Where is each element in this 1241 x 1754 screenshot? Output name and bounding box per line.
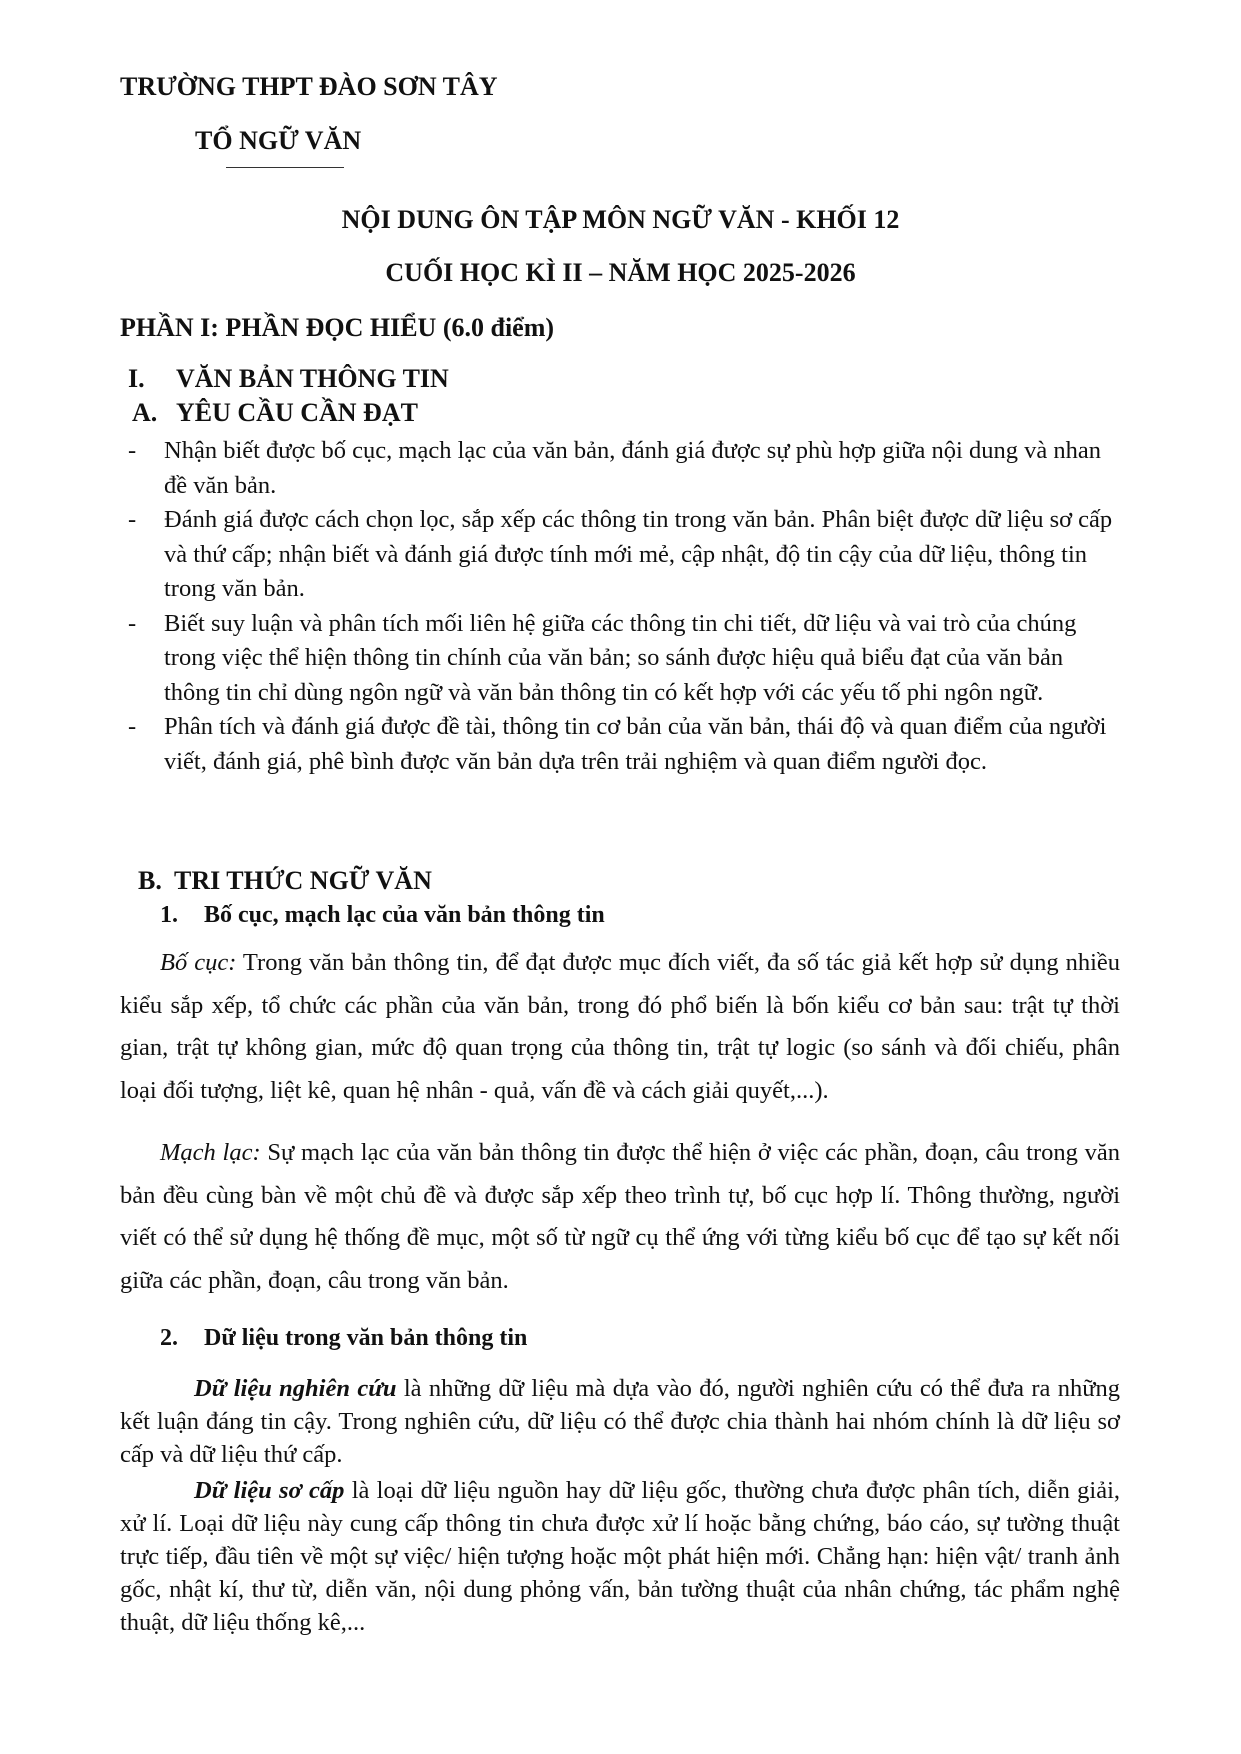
paragraph-mach-lac [120,1132,1120,1302]
document-title-line-1: NỘI DUNG ÔN TẬP MÔN NGỮ VĂN - KHỐI 12 [341,205,900,234]
paragraph-text: là những dữ liệu mà dựa vào đó, người nghiên cứu có thể đưa ra những kết luận đáng tin cậy. Trong nghiên cứu, dữ liệu có thể được chia thành hai nhóm chính là dữ liệu sơ cấp và dữ liệu thứ cấp. [120,1375,1120,1468]
term-label: Mạch lạc: [160,1139,261,1166]
subsection-heading-2 [160,1325,527,1352]
list-item-text: Phân tích và đánh giá được đề tài, thông tin cơ bản của văn bản, thái độ và quan điểm của người viết, đánh giá, phê bình được văn bản dựa trên trải nghiệm và quan điểm người đọc. [164,713,1107,775]
list-item-text: Biết suy luận và phân tích mối liên hệ giữa các thông tin chi tiết, dữ liệu và vai trò của chúng trong việc thể hiện thông tin chính của văn bản; so sánh được hiệu quả biểu đạt của văn bản thông tin chỉ dùng ngôn ngữ và văn bản thông tin có kết hợp với các yếu tố phi ngôn ngữ. [164,609,1077,706]
section-label: YÊU CẦU CẦN ĐẠT [176,398,418,427]
requirements-list [128,434,1118,779]
department-underline [226,167,344,168]
list-item [128,503,1118,607]
subsection-marker: 2. [160,1325,178,1351]
term-label: Bố cục: [160,949,237,976]
school-name: TRƯỜNG THPT ĐÀO SƠN TÂY [120,72,498,101]
list-dash: - [128,437,137,464]
paragraph-text: là loại dữ liệu nguồn hay dữ liệu gốc, thường chưa được phân tích, diễn giải, xử lí. Loại dữ liệu này cung cấp thông tin chưa được xử lí hoặc bằng chứng, báo cáo, sự tường thuật trực tiếp, đầu tiên về một sự việc/ hiện tượng hoặc một phát hiện mới. Chẳng hạn: hiện vật/ tranh ảnh gốc, nhật kí, thư từ, diễn văn, nội dung phỏng vấn, bản tường thuật của nhân chứng, tác phẩm nghệ thuật, dữ liệu thống kê,... [120,1477,1120,1636]
list-item [128,434,1118,503]
section-marker: B. [138,866,162,895]
section-heading-roman [128,364,449,394]
paragraph-du-lieu-so-cap [120,1474,1120,1639]
paragraph-text: Sự mạch lạc của văn bản thông tin được thể hiện ở việc các phần, đoạn, câu trong văn bản đều cùng bàn về một chủ đề và được sắp xếp theo trình tự, bố cục hợp lí. Thông thường, người viết có thể sử dụng hệ thống đề mục, một số từ ngữ cụ thể ứng với từng kiểu bố cục để tạo sự kết nối giữa các phần, đoạn, câu trong văn bản. [120,1139,1120,1294]
list-item [128,607,1118,711]
list-item-text: Nhận biết được bố cục, mạch lạc của văn bản, đánh giá được sự phù hợp giữa nội dung và nhan đề văn bản. [164,437,1101,499]
term-label: Dữ liệu sơ cấp [194,1477,345,1504]
term-label: Dữ liệu nghiên cứu [194,1375,397,1402]
paragraph-text: Trong văn bản thông tin, để đạt được mục đích viết, đa số tác giả kết hợp sử dụng nhiều kiểu sắp xếp, tổ chức các phần của văn bản, trong đó phổ biến là bốn kiểu cơ bản sau: trật tự thời gian, trật tự không gian, mức độ quan trọng của thông tin, trật tự logic (so sánh và đối chiếu, phân loại đối tượng, liệt kê, quan hệ nhân - quả, vấn đề và cách giải quyết,...). [120,949,1121,1104]
list-item [128,710,1118,779]
paragraph-du-lieu-nghien-cuu [120,1372,1120,1471]
subsection-label: Bố cục, mạch lạc của văn bản thông tin [204,902,605,928]
subsection-heading-1 [160,902,605,929]
part-heading: PHẦN I: PHẦN ĐỌC HIỂU (6.0 điểm) [120,313,555,342]
section-label: VĂN BẢN THÔNG TIN [176,364,449,393]
list-item-text: Đánh giá được cách chọn lọc, sắp xếp các thông tin trong văn bản. Phân biệt được dữ liệu sơ cấp và thứ cấp; nhận biết và đánh giá được tính mới mẻ, cập nhật, độ tin cậy của dữ liệu, thông tin trong văn bản. [164,506,1113,602]
list-dash: - [128,506,137,533]
section-heading-a [132,398,418,428]
subsection-marker: 1. [160,902,178,928]
section-marker: A. [132,398,158,427]
paragraph-bo-cuc [120,942,1120,1112]
section-label: TRI THỨC NGỮ VĂN [174,866,432,895]
list-dash: - [128,609,137,637]
subsection-label: Dữ liệu trong văn bản thông tin [204,1325,528,1351]
document-title-line-2: CUỐI HỌC KÌ II – NĂM HỌC 2025-2026 [385,258,856,287]
section-heading-b [138,866,432,896]
list-dash: - [128,713,137,740]
section-marker: I. [128,364,145,393]
department-name: TỔ NGỮ VĂN [195,126,362,155]
